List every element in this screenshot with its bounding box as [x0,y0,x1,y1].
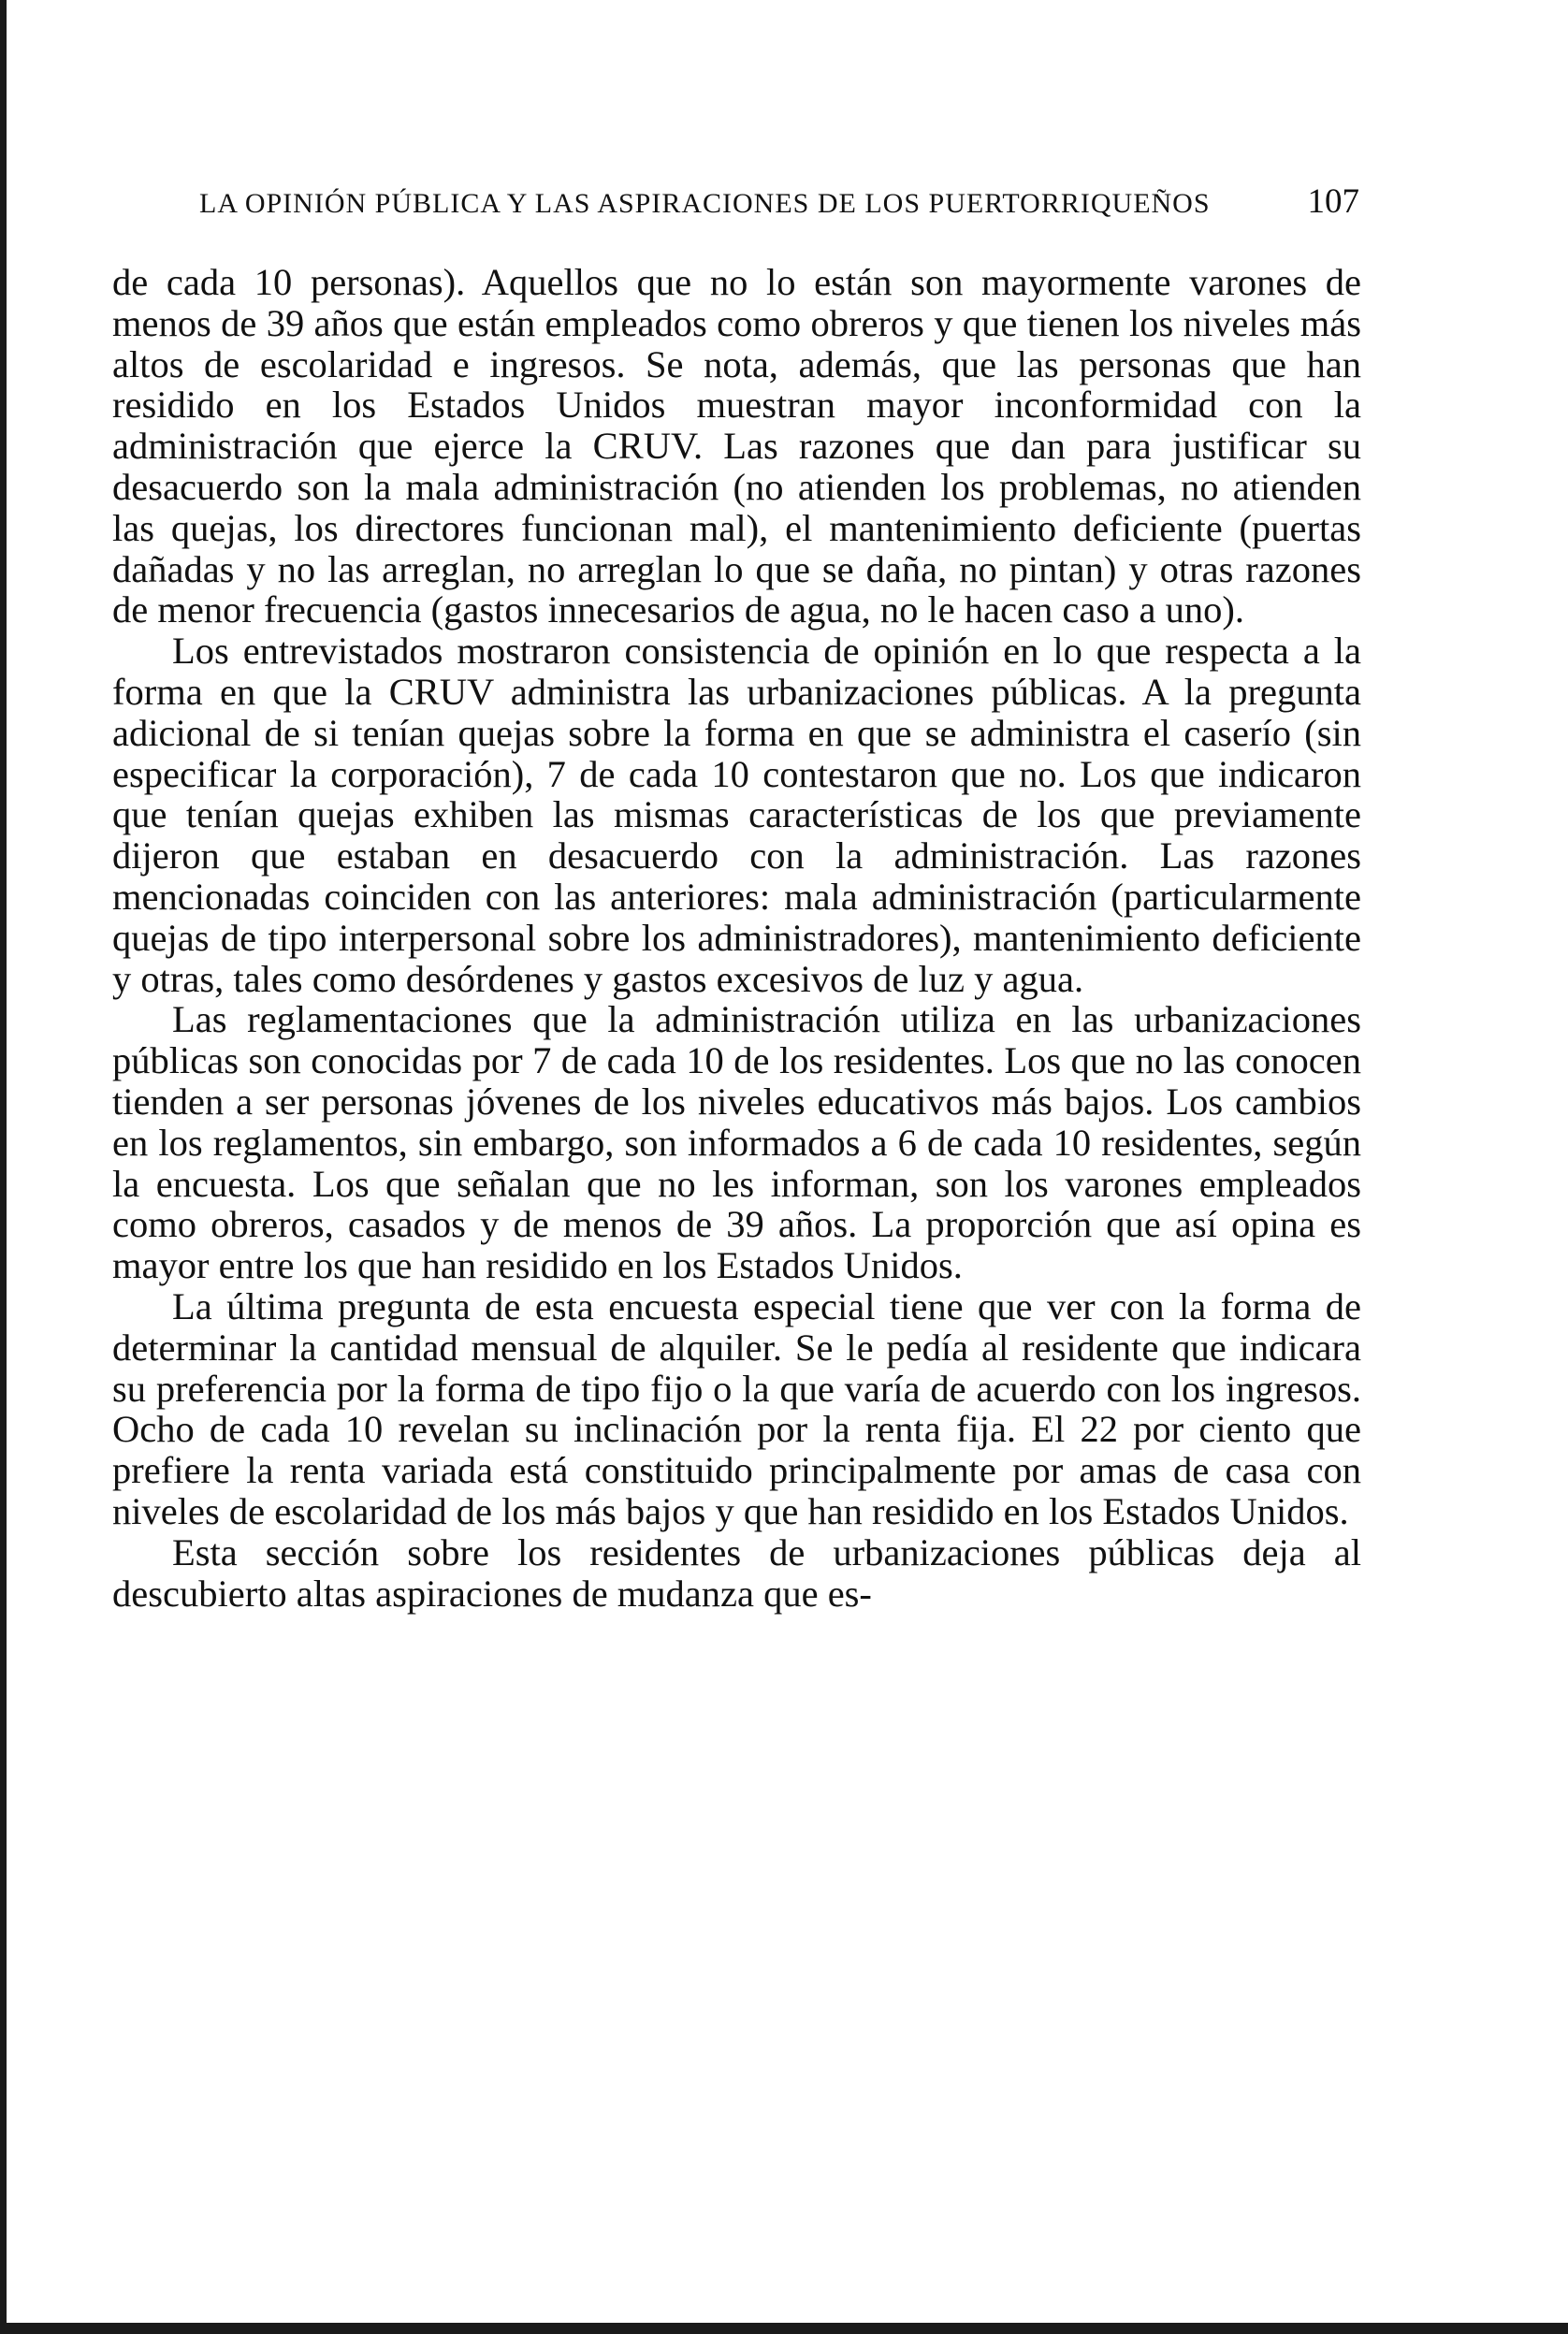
paragraph-3: Las reglamentaciones que la administración utiliza en las urbanizaciones públicas son conocidas por 7 de cada 10 de los residentes. Los que no las conocen tienden a ser personas jóvenes de los niveles educativos más bajos. Los cambios en los reglamentos, sin embargo, son informados a 6 de cada 10 residentes, según la encuesta. Los que señalan que no les informan, son los varones empleados como obreros, casados y de menos de 39 años. La proporción que así opina es mayor entre los que han residido en los Estados Unidos. [112,998,1361,1287]
running-head [199,181,1359,228]
paragraph-4: La última pregunta de esta encuesta especial tiene que ver con la forma de determinar la cantidad mensual de alquiler. Se le pedía al residente que indicara su preferencia por la forma de tipo fijo o la que varía de acuerdo con los ingresos. Ocho de cada 10 revelan su inclinación por la renta fija. El 22 por ciento que prefiere la renta variada está constituido principalmente por amas de casa con niveles de escolaridad de los más bajos y que han residido en los Estados Unidos. [112,1284,1361,1532]
paragraph-1: de cada 10 personas). Aquellos que no lo están son mayormente varones de menos de 39 años que están empleados como obreros y que tienen los niveles más altos de escolaridad e ingresos. Se nota, además, que las personas que han residido en los Estados Unidos muestran mayor inconformidad con la administración que ejerce la CRUV. Las razones que dan para justificar su desacuerdo son la mala administración (no atienden los problemas, no atienden las quejas, los directores funcionan mal), el mantenimiento deficiente (puertas dañadas y no las arreglan, no arreglan lo que se daña, no pintan) y otras razones de menor frecuencia (gastos innecesarios de agua, no le hacen caso a uno). [112,261,1361,631]
running-title: LA OPINIÓN PÚBLICA Y LAS ASPIRACIONES DE LOS PUERTORRIQUEÑOS [199,188,1211,219]
body-text [112,262,1361,1614]
scan-bottom-edge [0,2323,1568,2334]
paragraph-2: Los entrevistados mostraron consistencia de opinión en lo que respecta a la forma en que la CRUV administra las urbanizaciones públicas. A la pregunta adicional de si tenían quejas sobre la forma en que se administra el caserío (sin especificar la corporación), 7 de cada 10 contestaron que no. Los que indicaron que tenían quejas exhiben las mismas características de los que previamente dijeron que estaban en desacuerdo con la administración. Las razones mencionadas coinciden con las anteriores: mala administración (particularmente quejas de tipo interpersonal sobre los administradores), mantenimiento deficiente y otras, tales como desórdenes y gastos excesivos de luz y agua. [112,630,1361,1000]
page-number: 107 [1307,182,1359,221]
scan-left-edge [0,0,7,2334]
paragraph-5: Esta sección sobre los residentes de urbanizaciones públicas deja al descubierto altas aspiraciones de mudanza que es- [112,1530,1361,1615]
